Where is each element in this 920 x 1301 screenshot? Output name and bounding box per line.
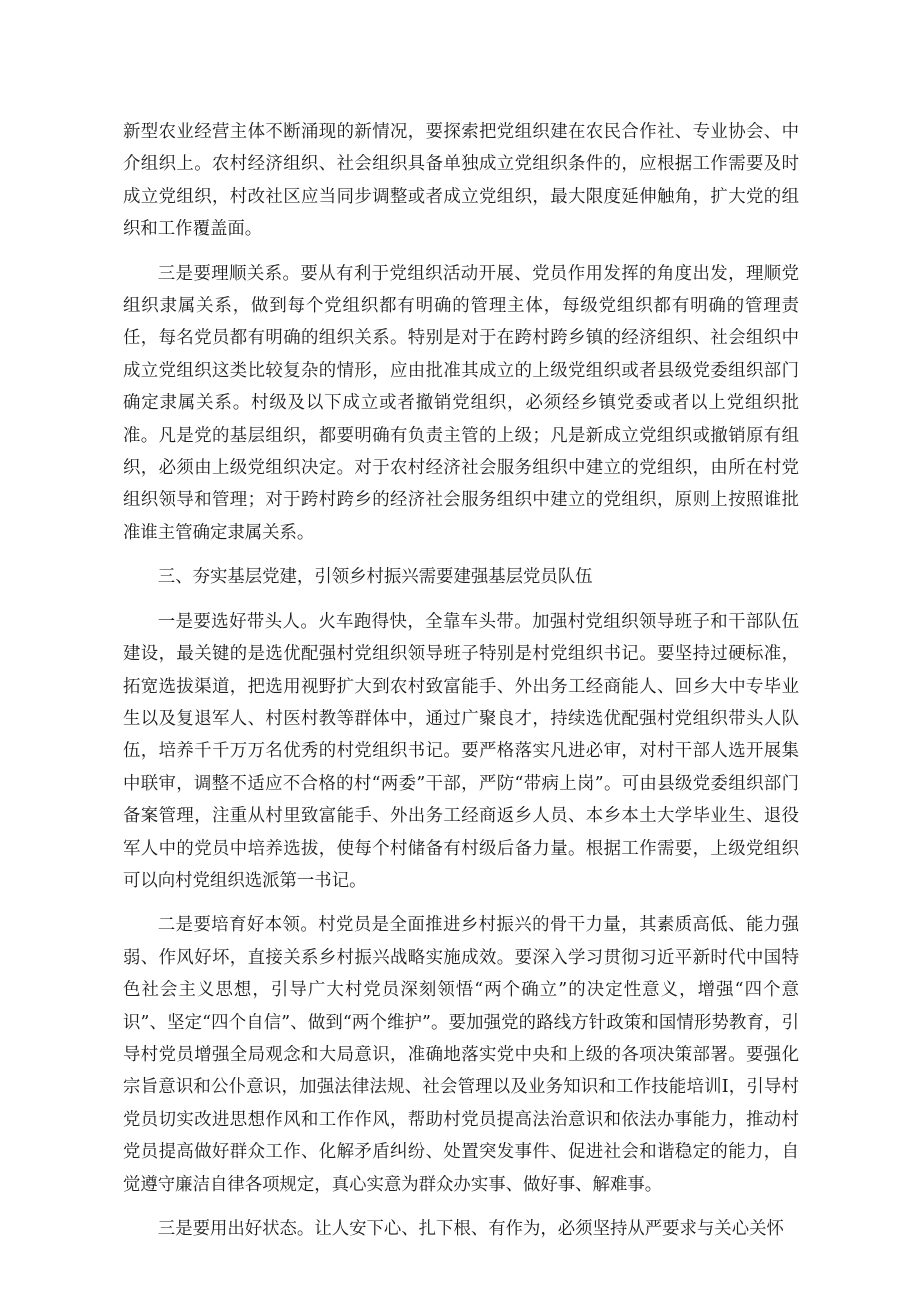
paragraph-good-state: 三是要用出好状态。让人安下心、扎下根、有作为，必须坚持从严要求与关心关怀	[157, 1219, 784, 1239]
paragraph-continuation: 新型农业经营主体不断涌现的新情况，要探索把党组织建在农民合作社、专业协会、中介组织上。农村经济组织、社会组织具备单独成立党组织条件的，应根据工作需要及时成立党组织，村改社区应当同步调整或者成立党组织，最大限度延伸触角，扩大党的组织和工作覆盖面。	[123, 122, 799, 240]
document-page	[123, 116, 799, 1245]
paragraph-straighten-relations: 三是要理顺关系。要从有利于党组织活动开展、党员作用发挥的角度出发，理顺党组织隶属关系，做到每个党组织都有明确的管理主体，每级党组织都有明确的管理责任，每名党员都有明确的组织关系。特别是对于在跨村跨乡镇的经济组织、社会组织中成立党组织这类比较复杂的情形，应由批准其成立的上级党组织或者县级党委组织部门确定隶属关系。村级及以下成立或者撤销党组织，必须经乡镇党委或者以上党组织批准。凡是党的基层组织，都要明确有负责主管的上级；凡是新成立党组织或撤销原有组织，必须由上级党组织决定。对于农村经济社会服务组织中建立的党组织，由所在村党组织领导和管理；对于跨村跨乡的经济社会服务组织中建立的党组织，原则上按照谁批准谁主管确定隶属关系。	[123, 263, 799, 543]
paragraph-choose-leaders: 一是要选好带头人。火车跑得快，全靠车头带。加强村党组织领导班子和干部队伍建设，最关键的是选优配强村党组织领导班子特别是村党组织书记。要坚持过硬标准，拓宽选拔渠道，把选用视野扩大到农村致富能手、外出务工经商能人、回乡大中专毕业生以及复退军人、村医村教等群体中，通过广聚良才，持续选优配强村党组织带头人队伍，培养千千万万名优秀的村党组织书记。要严格落实凡进必审，对村干部人选开展集中联审，调整不适应不合格的村“两委”干部，严防“带病上岗”。可由县级党委组织部门备案管理，注重从村里致富能手、外出务工经商返乡人员、本乡本土大学毕业生、退役军人中的党员中培养选拔，使每个村储备有村级后备力量。根据工作需要，上级党组织可以向村党组织选派第一书记。	[123, 611, 799, 891]
paragraph-cultivate-skills: 二是要培育好本领。村党员是全面推进乡村振兴的骨干力量，其素质高低、能力强弱、作风好坏，直接关系乡村振兴战略实施成效。要深入学习贯彻习近平新时代中国特色社会主义思想，引导广大村党员深刻领悟“两个确立”的决定性意义，增强“四个意识”、坚定“四个自信”、做到“两个维护”。要加强党的路线方针政策和国情形势教育，引导村党员增强全局观念和大局意识，准确地落实党中央和上级的各项决策部署。要强化宗旨意识和公仆意识，加强法律法规、社会管理以及业务知识和工作技能培训I，引导村党员切实改进思想作风和工作作风，帮助村党员提高法治意识和依法办事能力，推动村党员提高做好群众工作、化解矛盾纠纷、处置突发事件、促进社会和谐稳定的能力，自觉遵守廉洁自律各项规定，真心实意为群众办实事、做好事、解难事。	[123, 915, 799, 1195]
section-heading: 三、夯实基层党建，引领乡村振兴需要建强基层党员队伍	[157, 567, 593, 588]
